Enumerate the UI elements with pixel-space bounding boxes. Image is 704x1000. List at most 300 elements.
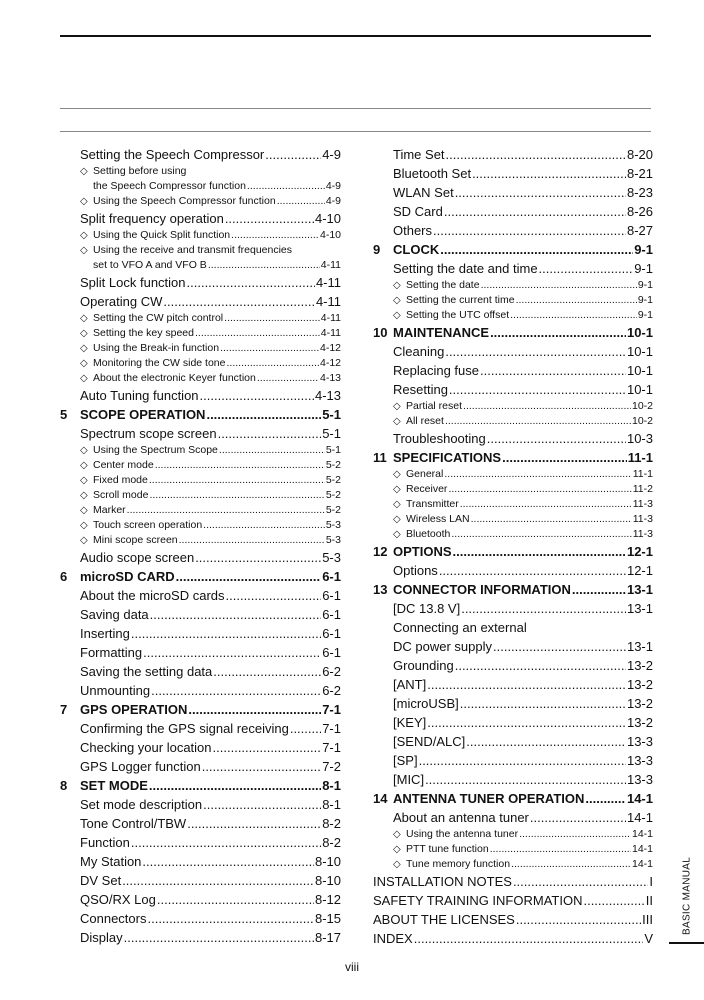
- toc-topic-entry[interactable]: [60, 145, 341, 164]
- entry-title: My Station: [80, 854, 142, 869]
- entry-title: Formatting: [80, 645, 143, 660]
- toc-topic-entry[interactable]: [373, 342, 653, 361]
- entry-page-number: 10-2: [631, 415, 653, 427]
- diamond-bullet-icon: ◇: [393, 416, 401, 427]
- entry-page-number: 5-1: [322, 426, 341, 441]
- entry-title: Center mode: [93, 459, 154, 471]
- toc-chapter-entry[interactable]: [373, 240, 653, 259]
- toc-subtopic-entry[interactable]: [60, 311, 341, 326]
- dot-leader: [444, 467, 631, 482]
- entry-page-number: 7-1: [322, 702, 341, 717]
- toc-subtopic-entry[interactable]: [373, 467, 653, 482]
- header-rule-upper: [60, 108, 651, 109]
- diamond-bullet-icon: ◇: [393, 469, 401, 480]
- dot-leader: [151, 681, 321, 700]
- entry-title: All reset: [406, 415, 444, 427]
- toc-subtopic-entry[interactable]: [373, 842, 653, 857]
- toc-topic-entry[interactable]: [373, 599, 653, 618]
- entry-page-number: 4-13: [319, 372, 341, 384]
- entry-title: SCOPE OPERATION: [80, 407, 206, 422]
- side-label: BASIC MANUAL: [681, 856, 693, 935]
- toc-chapter-entry[interactable]: [60, 567, 341, 586]
- dot-leader: [149, 488, 324, 503]
- toc-subtopic-entry[interactable]: [60, 228, 341, 243]
- toc-subtopic-continuation[interactable]: [60, 179, 341, 194]
- entry-title: CONNECTOR INFORMATION: [393, 582, 571, 597]
- toc-topic-entry[interactable]: [60, 386, 341, 405]
- entry-page-number: 10-1: [626, 382, 653, 397]
- diamond-bullet-icon: ◇: [393, 401, 401, 412]
- toc-topic-entry[interactable]: [60, 833, 341, 852]
- entry-page-number: 11-1: [627, 450, 653, 465]
- entry-title: Touch screen operation: [93, 519, 203, 531]
- dot-leader: [460, 497, 632, 512]
- entry-page-number: 6-2: [322, 683, 341, 698]
- entry-title: Cleaning: [393, 344, 445, 359]
- entry-page-number: 4-9: [322, 147, 341, 162]
- entry-title: PTT tune function: [406, 843, 489, 855]
- diamond-bullet-icon: ◇: [393, 859, 401, 870]
- entry-title: CLOCK: [393, 242, 440, 257]
- entry-title: Using the receive and transmit frequencies: [93, 244, 293, 256]
- dot-leader: [149, 776, 321, 795]
- toc-topic-entry[interactable]: [373, 202, 653, 221]
- toc-right-column: [373, 145, 653, 948]
- entry-title: Confirming the GPS signal receiving: [80, 721, 289, 736]
- entry-page-number: 13-2: [626, 658, 653, 673]
- entry-title: Setting the date: [406, 279, 480, 291]
- toc-subtopic-entry[interactable]: [60, 341, 341, 356]
- entry-title: Auto Tuning function: [80, 388, 199, 403]
- entry-title: Fixed mode: [93, 474, 148, 486]
- entry-page-number: 7-1: [322, 740, 341, 755]
- toc-topic-entry[interactable]: [373, 429, 653, 448]
- entry-title: Connecting an external: [393, 620, 527, 635]
- toc-appendix-entry[interactable]: [373, 929, 653, 948]
- toc-topic-entry[interactable]: [373, 164, 653, 183]
- toc-appendix-entry[interactable]: [373, 872, 653, 891]
- toc-subtopic-entry[interactable]: [60, 458, 341, 473]
- toc-subtopic-entry[interactable]: [60, 371, 341, 386]
- entry-title: [SP]: [393, 753, 418, 768]
- toc-topic-entry[interactable]: [373, 183, 653, 202]
- dot-leader: [265, 145, 321, 164]
- entry-page-number: 13-2: [626, 696, 653, 711]
- entry-page-number: 4-9: [325, 180, 341, 192]
- entry-page-number: 8-1: [322, 797, 341, 812]
- toc-chapter-entry[interactable]: [373, 789, 653, 808]
- entry-title: SPECIFICATIONS: [393, 450, 502, 465]
- dot-leader: [247, 179, 325, 194]
- entry-page-number: 4-11: [320, 312, 341, 324]
- toc-topic-entry[interactable]: [60, 928, 341, 947]
- toc-chapter-entry[interactable]: [373, 323, 653, 342]
- entry-page-number: 5-2: [325, 459, 341, 471]
- dot-leader: [195, 326, 320, 341]
- toc-topic-entry[interactable]: [373, 675, 653, 694]
- entry-title: [DC 13.8 V]: [393, 601, 461, 616]
- toc-topic-entry[interactable]: [60, 624, 341, 643]
- entry-page-number: 4-11: [320, 327, 341, 339]
- diamond-bullet-icon: ◇: [80, 475, 88, 486]
- dot-leader: [200, 386, 314, 405]
- toc-appendix-entry[interactable]: [373, 891, 653, 910]
- toc-topic-entry[interactable]: [60, 738, 341, 757]
- toc-subtopic-entry[interactable]: [60, 194, 341, 209]
- toc-topic-entry[interactable]: [60, 292, 341, 311]
- dot-leader: [257, 371, 319, 386]
- toc-subtopic-entry[interactable]: [373, 857, 653, 872]
- toc-subtopic-entry[interactable]: [60, 443, 341, 458]
- diamond-bullet-icon: ◇: [393, 829, 401, 840]
- dot-leader: [455, 656, 626, 675]
- entry-page-number: 14-1: [631, 828, 653, 840]
- entry-title: Troubleshooting: [393, 431, 486, 446]
- dot-leader: [290, 719, 321, 738]
- toc-topic-entry[interactable]: [373, 380, 653, 399]
- entry-page-number: 5-2: [325, 504, 341, 516]
- diamond-bullet-icon: ◇: [393, 844, 401, 855]
- toc-subtopic-entry[interactable]: [60, 356, 341, 371]
- toc-chapter-entry[interactable]: [373, 542, 653, 561]
- toc-topic-entry[interactable]: [373, 656, 653, 675]
- dot-leader: [445, 342, 626, 361]
- entry-page-number: 8-23: [626, 185, 653, 200]
- toc-topic-entry[interactable]: [60, 548, 341, 567]
- entry-page-number: 7-2: [322, 759, 341, 774]
- entry-page-number: 11-3: [632, 498, 653, 510]
- toc-appendix-entry[interactable]: [373, 910, 653, 929]
- entry-page-number: 12-1: [626, 544, 653, 559]
- dot-leader: [219, 443, 325, 458]
- dot-leader: [425, 770, 626, 789]
- entry-page-number: 8-26: [626, 204, 653, 219]
- entry-title: SAFETY TRAINING INFORMATION: [373, 893, 583, 908]
- entry-title: Tune memory function: [406, 858, 511, 870]
- entry-page-number: 5-1: [322, 407, 341, 422]
- entry-page-number: 8-20: [626, 147, 653, 162]
- chapter-number: 5: [60, 407, 68, 422]
- dot-leader: [149, 473, 325, 488]
- toc-subtopic-entry[interactable]: [373, 278, 653, 293]
- entry-page-number: 10-1: [626, 325, 653, 340]
- dot-leader: [427, 675, 626, 694]
- dot-leader: [539, 259, 634, 278]
- toc-topic-entry[interactable]: [373, 694, 653, 713]
- entry-page-number: 10-1: [626, 344, 653, 359]
- entry-page-number: 8-10: [314, 873, 341, 888]
- diamond-bullet-icon: ◇: [80, 245, 88, 256]
- entry-title: Saving the setting data: [80, 664, 213, 679]
- toc-subtopic-entry[interactable]: [373, 827, 653, 842]
- toc-topic-entry[interactable]: [373, 361, 653, 380]
- chapter-number: 13: [373, 582, 388, 597]
- chapter-number: 7: [60, 702, 68, 717]
- entry-title: Resetting: [393, 382, 448, 397]
- entry-page-number: 9-1: [634, 261, 653, 276]
- toc-subtopic-entry[interactable]: [60, 473, 341, 488]
- entry-page-number: 4-10: [319, 229, 341, 241]
- entry-page-number: 10-2: [631, 400, 653, 412]
- entry-page-number: 11-2: [632, 483, 653, 495]
- toc-topic-entry[interactable]: [60, 795, 341, 814]
- entry-page-number: 4-10: [314, 211, 341, 226]
- toc-subtopic-entry[interactable]: [60, 164, 341, 179]
- toc-topic-entry[interactable]: [373, 637, 653, 656]
- entry-title: [ANT]: [393, 677, 427, 692]
- toc-subtopic-entry[interactable]: [60, 488, 341, 503]
- entry-page-number: 13-2: [626, 715, 653, 730]
- dot-leader: [453, 542, 626, 561]
- entry-page-number: 8-2: [322, 816, 341, 831]
- dot-leader: [225, 209, 314, 228]
- entry-title: Using the Break-in function: [93, 342, 220, 354]
- diamond-bullet-icon: ◇: [393, 280, 401, 291]
- entry-page-number: 11-1: [632, 468, 653, 480]
- toc-topic-line[interactable]: [373, 618, 653, 637]
- toc-chapter-entry[interactable]: [60, 405, 341, 424]
- entry-title: Display: [80, 930, 123, 945]
- diamond-bullet-icon: ◇: [80, 445, 88, 456]
- chapter-number: 10: [373, 325, 388, 340]
- toc-topic-entry[interactable]: [373, 808, 653, 827]
- dot-leader: [224, 311, 320, 326]
- entry-title: Setting the UTC offset: [406, 309, 510, 321]
- dot-leader: [231, 228, 319, 243]
- entry-page-number: 13-3: [626, 753, 653, 768]
- toc-topic-entry[interactable]: [60, 814, 341, 833]
- entry-title: Wireless LAN: [406, 513, 470, 525]
- dot-leader: [448, 482, 631, 497]
- entry-title: Using the antenna tuner: [406, 828, 519, 840]
- dot-leader: [208, 258, 320, 273]
- diamond-bullet-icon: ◇: [80, 166, 88, 177]
- entry-title: Receiver: [406, 483, 448, 495]
- dot-leader: [490, 842, 631, 857]
- dot-leader: [226, 356, 319, 371]
- dot-leader: [124, 928, 314, 947]
- entry-title: Options: [393, 563, 438, 578]
- dot-leader: [203, 795, 321, 814]
- dot-leader: [226, 586, 322, 605]
- toc-subtopic-entry[interactable]: [373, 497, 653, 512]
- toc-chapter-entry[interactable]: [60, 776, 341, 795]
- toc-subtopic-entry[interactable]: [60, 243, 341, 258]
- toc-topic-entry[interactable]: [60, 424, 341, 443]
- entry-title: Marker: [93, 504, 126, 516]
- entry-page-number: 6-1: [322, 626, 341, 641]
- dot-leader: [530, 808, 626, 827]
- entry-title: Set mode description: [80, 797, 203, 812]
- entry-title: WLAN Set: [393, 185, 454, 200]
- toc-topic-entry[interactable]: [60, 852, 341, 871]
- entry-page-number: 10-1: [626, 363, 653, 378]
- dot-leader: [585, 789, 626, 808]
- entry-title: QSO/RX Log: [80, 892, 156, 907]
- entry-page-number: 9-1: [637, 309, 653, 321]
- entry-title: About an antenna tuner: [393, 810, 529, 825]
- toc-subtopic-entry[interactable]: [373, 293, 653, 308]
- entry-page-number: 6-2: [322, 664, 341, 679]
- header-rule-lower: [60, 131, 651, 132]
- diamond-bullet-icon: ◇: [80, 460, 88, 471]
- entry-page-number: 6-1: [322, 645, 341, 660]
- dot-leader: [451, 527, 631, 542]
- entry-title: [MIC]: [393, 772, 425, 787]
- dot-leader: [176, 567, 322, 586]
- toc-left-column: [60, 145, 341, 947]
- chapter-number: 12: [373, 544, 388, 559]
- entry-title: Grounding: [393, 658, 454, 673]
- toc-subtopic-entry[interactable]: [60, 503, 341, 518]
- toc-chapter-entry[interactable]: [373, 448, 653, 467]
- dot-leader: [516, 910, 641, 929]
- toc-topic-entry[interactable]: [373, 713, 653, 732]
- entry-page-number: 5-2: [325, 489, 341, 501]
- entry-title: SET MODE: [80, 778, 148, 793]
- toc-topic-entry[interactable]: [60, 757, 341, 776]
- entry-title: INDEX: [373, 931, 413, 946]
- toc-topic-entry[interactable]: [60, 909, 341, 928]
- diamond-bullet-icon: ◇: [80, 313, 88, 324]
- entry-page-number: V: [644, 931, 653, 946]
- entry-title: Using the Quick Split function: [93, 229, 231, 241]
- toc-subtopic-entry[interactable]: [373, 512, 653, 527]
- chapter-number: 6: [60, 569, 68, 584]
- dot-leader: [155, 458, 325, 473]
- toc-topic-entry[interactable]: [60, 643, 341, 662]
- dot-leader: [572, 580, 626, 599]
- dot-leader: [143, 643, 321, 662]
- toc-subtopic-entry[interactable]: [60, 326, 341, 341]
- entry-page-number: 5-3: [325, 519, 341, 531]
- entry-title: Audio scope screen: [80, 550, 195, 565]
- entry-page-number: 4-9: [325, 195, 341, 207]
- entry-page-number: 5-3: [322, 550, 341, 565]
- dot-leader: [150, 605, 322, 624]
- toc-subtopic-continuation[interactable]: [60, 258, 341, 273]
- toc-topic-entry[interactable]: [373, 145, 653, 164]
- dot-leader: [446, 145, 626, 164]
- entry-page-number: 4-12: [319, 357, 341, 369]
- entry-title: MAINTENANCE: [393, 325, 490, 340]
- dot-leader: [490, 323, 626, 342]
- entry-page-number: 4-11: [320, 259, 341, 271]
- diamond-bullet-icon: ◇: [393, 514, 401, 525]
- dot-leader: [213, 738, 322, 757]
- toc-topic-entry[interactable]: [60, 890, 341, 909]
- entry-title: DC power supply: [393, 639, 492, 654]
- dot-leader: [493, 637, 626, 656]
- entry-title: [SEND/ALC]: [393, 734, 466, 749]
- toc-chapter-entry[interactable]: [373, 580, 653, 599]
- chapter-number: 14: [373, 791, 388, 806]
- toc-chapter-entry[interactable]: [60, 700, 341, 719]
- entry-title: Spectrum scope screen: [80, 426, 217, 441]
- entry-title: ANTENNA TUNER OPERATION: [393, 791, 585, 806]
- dot-leader: [463, 399, 631, 414]
- toc-subtopic-entry[interactable]: [373, 414, 653, 429]
- dot-leader: [122, 871, 314, 890]
- dot-leader: [502, 448, 627, 467]
- toc-subtopic-entry[interactable]: [60, 518, 341, 533]
- entry-page-number: 13-1: [626, 639, 653, 654]
- entry-page-number: 9-1: [637, 294, 653, 306]
- toc-topic-entry[interactable]: [373, 732, 653, 751]
- toc-topic-entry[interactable]: [60, 586, 341, 605]
- entry-title: Unmounting: [80, 683, 151, 698]
- dot-leader: [127, 503, 325, 518]
- entry-page-number: 5-2: [325, 474, 341, 486]
- entry-title: Inserting: [80, 626, 130, 641]
- entry-title: Setting before using: [93, 165, 187, 177]
- toc-topic-entry[interactable]: [60, 719, 341, 738]
- toc-topic-entry[interactable]: [60, 871, 341, 890]
- toc-topic-entry[interactable]: [373, 751, 653, 770]
- dot-leader: [131, 624, 321, 643]
- toc-topic-entry[interactable]: [60, 209, 341, 228]
- toc-subtopic-entry[interactable]: [373, 482, 653, 497]
- dot-leader: [213, 662, 321, 681]
- entry-title: ABOUT THE LICENSES: [373, 912, 515, 927]
- toc-topic-entry[interactable]: [60, 681, 341, 700]
- dot-leader: [142, 852, 314, 871]
- entry-title: [KEY]: [393, 715, 427, 730]
- entry-page-number: 8-21: [626, 166, 653, 181]
- entry-title: DV Set: [80, 873, 122, 888]
- entry-title: set to VFO A and VFO B: [93, 259, 207, 271]
- toc-topic-entry[interactable]: [60, 662, 341, 681]
- entry-title: Operating CW: [80, 294, 163, 309]
- toc-topic-entry[interactable]: [373, 221, 653, 240]
- diamond-bullet-icon: ◇: [80, 358, 88, 369]
- entry-title: GPS Logger function: [80, 759, 201, 774]
- entry-page-number: 4-12: [319, 342, 341, 354]
- entry-title: About the microSD cards: [80, 588, 225, 603]
- dot-leader: [449, 380, 626, 399]
- toc-subtopic-entry[interactable]: [373, 399, 653, 414]
- dot-leader: [433, 221, 626, 240]
- toc-topic-entry[interactable]: [60, 605, 341, 624]
- entry-page-number: 14-1: [631, 858, 653, 870]
- side-tab-bar: [669, 942, 704, 944]
- dot-leader: [203, 518, 325, 533]
- entry-page-number: 8-2: [322, 835, 341, 850]
- toc-topic-entry[interactable]: [373, 259, 653, 278]
- entry-title: Scroll mode: [93, 489, 149, 501]
- chapter-number: 11: [373, 450, 387, 465]
- diamond-bullet-icon: ◇: [80, 328, 88, 339]
- toc-subtopic-entry[interactable]: [373, 308, 653, 323]
- diamond-bullet-icon: ◇: [393, 295, 401, 306]
- entry-title: Setting the current time: [406, 294, 515, 306]
- dot-leader: [427, 713, 626, 732]
- toc-topic-entry[interactable]: [373, 770, 653, 789]
- toc-topic-entry[interactable]: [60, 273, 341, 292]
- entry-title: INSTALLATION NOTES: [373, 874, 512, 889]
- entry-page-number: 11-3: [632, 528, 653, 540]
- entry-page-number: 13-1: [626, 582, 653, 597]
- diamond-bullet-icon: ◇: [80, 343, 88, 354]
- toc-subtopic-entry[interactable]: [60, 533, 341, 548]
- entry-page-number: 6-1: [322, 569, 341, 584]
- entry-page-number: 13-3: [626, 772, 653, 787]
- toc-topic-entry[interactable]: [373, 561, 653, 580]
- toc-subtopic-entry[interactable]: [373, 527, 653, 542]
- dot-leader: [511, 857, 631, 872]
- dot-leader: [218, 424, 322, 443]
- entry-title: Function: [80, 835, 130, 850]
